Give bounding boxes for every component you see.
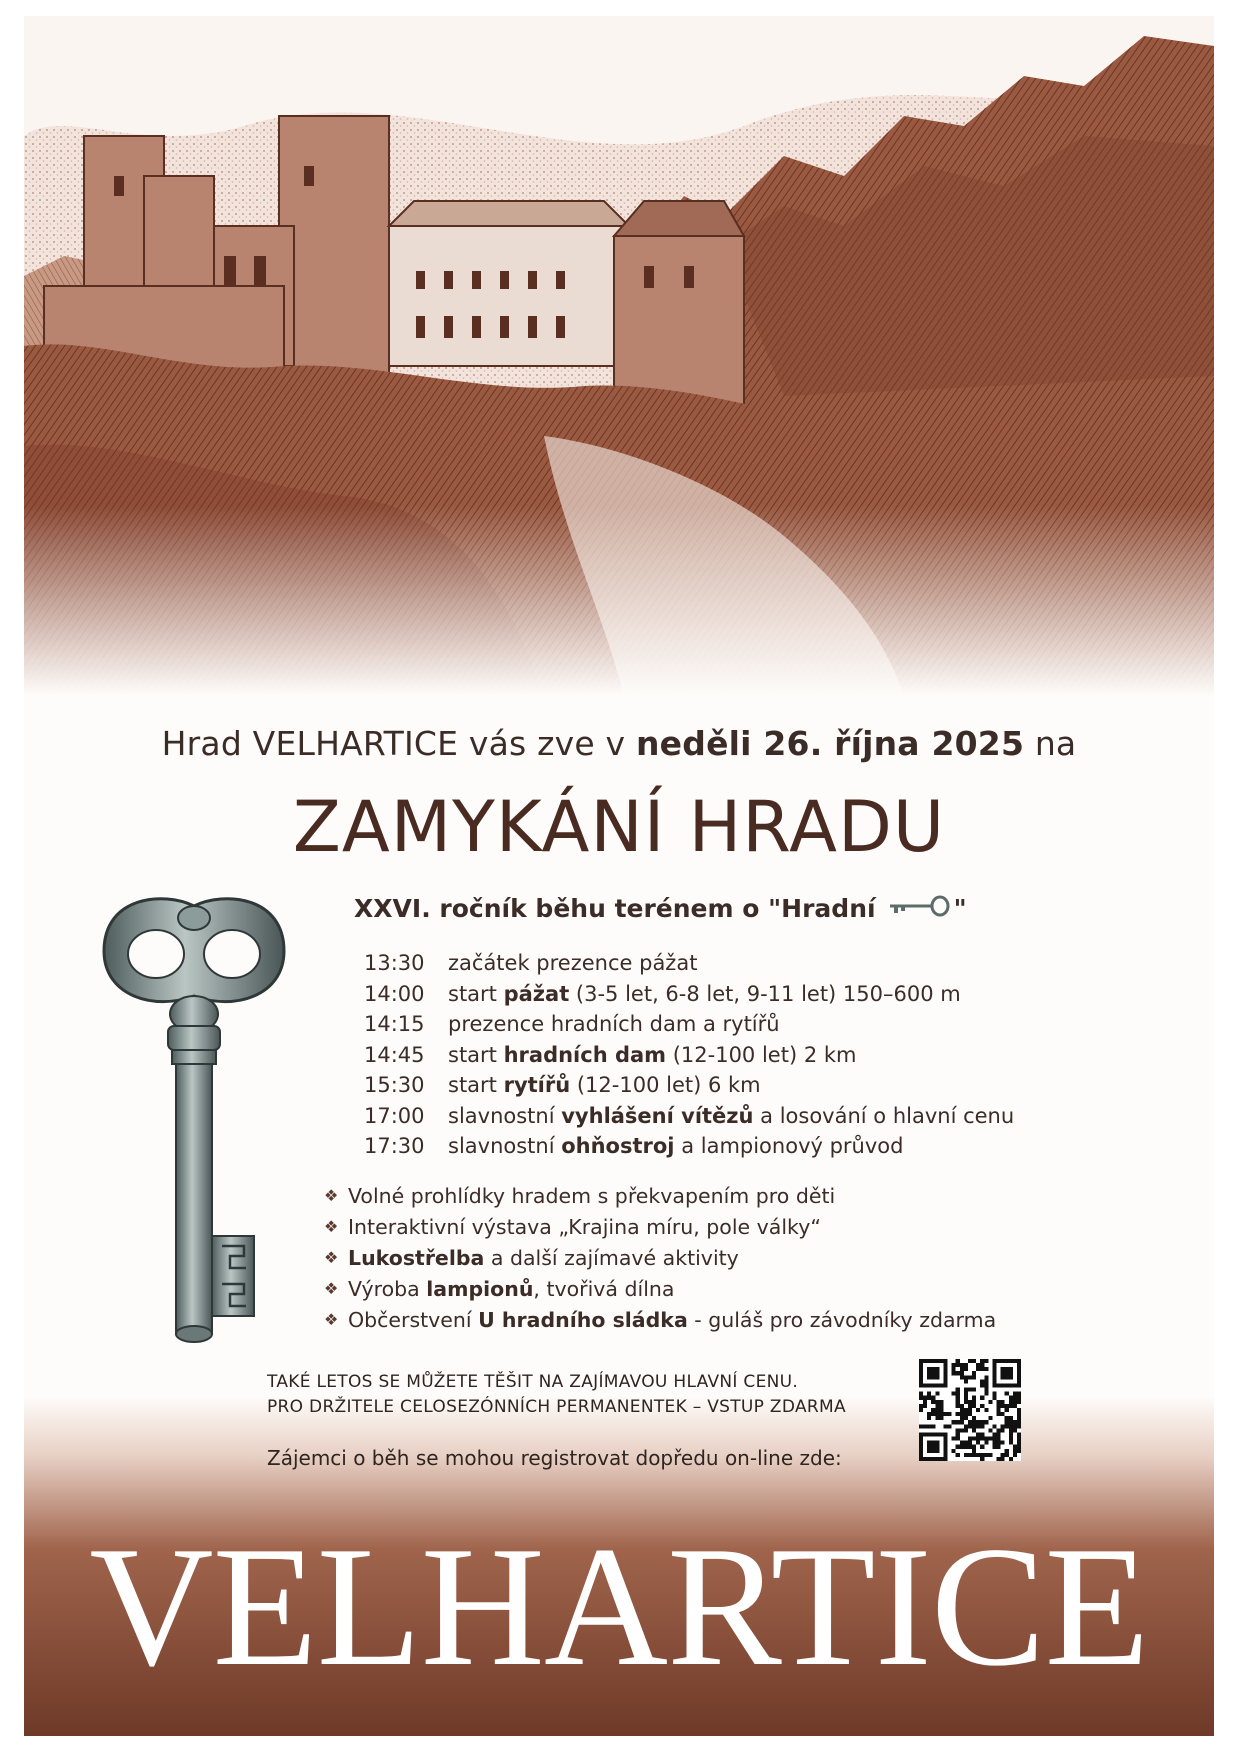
activity-text: Volné prohlídky hradem s překvapením pro děti [348,1183,836,1208]
activity-highlight: lampionů [426,1276,534,1301]
schedule-time: 17:30 [364,1134,425,1159]
activity-highlight: Lukostřelba [348,1245,485,1270]
diamond-bullet-icon: ❖ [324,1186,339,1205]
schedule-description [448,1043,856,1067]
schedule-text: (3-5 let, 6-8 let, 9-11 let) 150–600 m [569,981,961,1006]
schedule-highlight: ohňostroj [561,1134,675,1159]
race-subtitle [354,894,967,923]
schedule-time: 13:30 [364,951,425,976]
schedule-text: (12-100 let) 2 km [666,1042,857,1067]
notice-line: PRO DRŽITELE CELOSEZÓNNÍCH PERMANENTEK – VSTUP ZDARMA [267,1397,846,1417]
schedule-description [448,1012,780,1036]
activity-text: Výroba [348,1276,427,1301]
schedule-time: 14:15 [364,1012,425,1037]
schedule-text: a lampionový průvod [674,1134,904,1159]
diamond-bullet-icon: ❖ [324,1248,339,1267]
activity-text: , tvořivá dílna [533,1276,675,1301]
list-item [324,1211,996,1242]
diamond-bullet-icon: ❖ [324,1279,339,1298]
schedule-text: (12-100 let) 6 km [570,1073,761,1098]
schedule-description [448,951,697,975]
schedule-time: 15:30 [364,1073,425,1098]
activities-list [324,1180,996,1335]
list-item [324,1180,996,1211]
schedule-highlight: rytířů [503,1073,571,1098]
schedule-text: a losování o hlavní cenu [753,1103,1015,1128]
diamond-bullet-icon: ❖ [324,1310,339,1329]
poster [24,16,1214,1736]
qr-code-icon[interactable] [919,1359,1021,1461]
invitation-text: Hrad VELHARTICE vás zve v [161,724,636,763]
prize-notice [267,1370,846,1420]
key-illustration [94,896,294,1356]
schedule-time: 14:00 [364,981,425,1006]
list-item [324,1242,996,1273]
schedule-time: 17:00 [364,1103,425,1128]
schedule-description [448,1134,903,1158]
schedule [364,948,1014,1162]
schedule-row [364,1009,1014,1040]
schedule-text: start [448,981,504,1006]
schedule-description [448,982,961,1006]
activity-text: a další zajímavé aktivity [484,1245,739,1270]
registration-text: Zájemci o běh se mohou registrovat dopředu on-line zde: [267,1446,842,1470]
notice-line: TAKÉ LETOS SE MŮŽETE TĚŠIT NA ZAJÍMAVOU HLAVNÍ CENU. [267,1372,799,1392]
schedule-text: slavnostní [448,1103,562,1128]
schedule-text: začátek prezence pážat [448,951,698,976]
schedule-row [364,979,1014,1010]
activity-text: - guláš pro závodníky zdarma [687,1307,997,1332]
schedule-description [448,1073,761,1097]
list-item [324,1273,996,1304]
schedule-highlight: hradních dam [503,1042,667,1067]
invitation-suffix: na [1024,724,1077,763]
schedule-text: start [448,1042,504,1067]
activity-text: Občerstvení [348,1307,479,1332]
schedule-time: 14:45 [364,1042,425,1067]
schedule-row [364,948,1014,979]
list-item [324,1304,996,1335]
schedule-row [364,1101,1014,1132]
schedule-row [364,1131,1014,1162]
schedule-text: prezence hradních dam a rytířů [448,1012,780,1037]
schedule-row [364,1040,1014,1071]
schedule-text: start [448,1073,504,1098]
invitation-line [24,724,1214,763]
schedule-highlight: pážat [503,981,570,1006]
activity-text: Interaktivní výstava „Krajina míru, pole války“ [348,1214,821,1239]
schedule-highlight: vyhlášení vítězů [561,1103,754,1128]
diamond-bullet-icon: ❖ [324,1217,339,1236]
race-subtitle-text: XXVI. ročník běhu terénem o "Hradní [354,894,876,923]
race-subtitle-suffix: " [953,894,967,923]
schedule-description [448,1104,1014,1128]
activity-highlight: U hradního sládka [478,1307,688,1332]
castle-engraving [24,16,1214,696]
event-title: ZAMYKÁNÍ HRADU [292,786,946,868]
schedule-row [364,1070,1014,1101]
schedule-text: slavnostní [448,1134,562,1159]
event-date: neděli 26. října 2025 [635,724,1025,763]
key-icon [888,894,950,923]
brand-wordmark: VELHARTICE [89,1512,1149,1702]
